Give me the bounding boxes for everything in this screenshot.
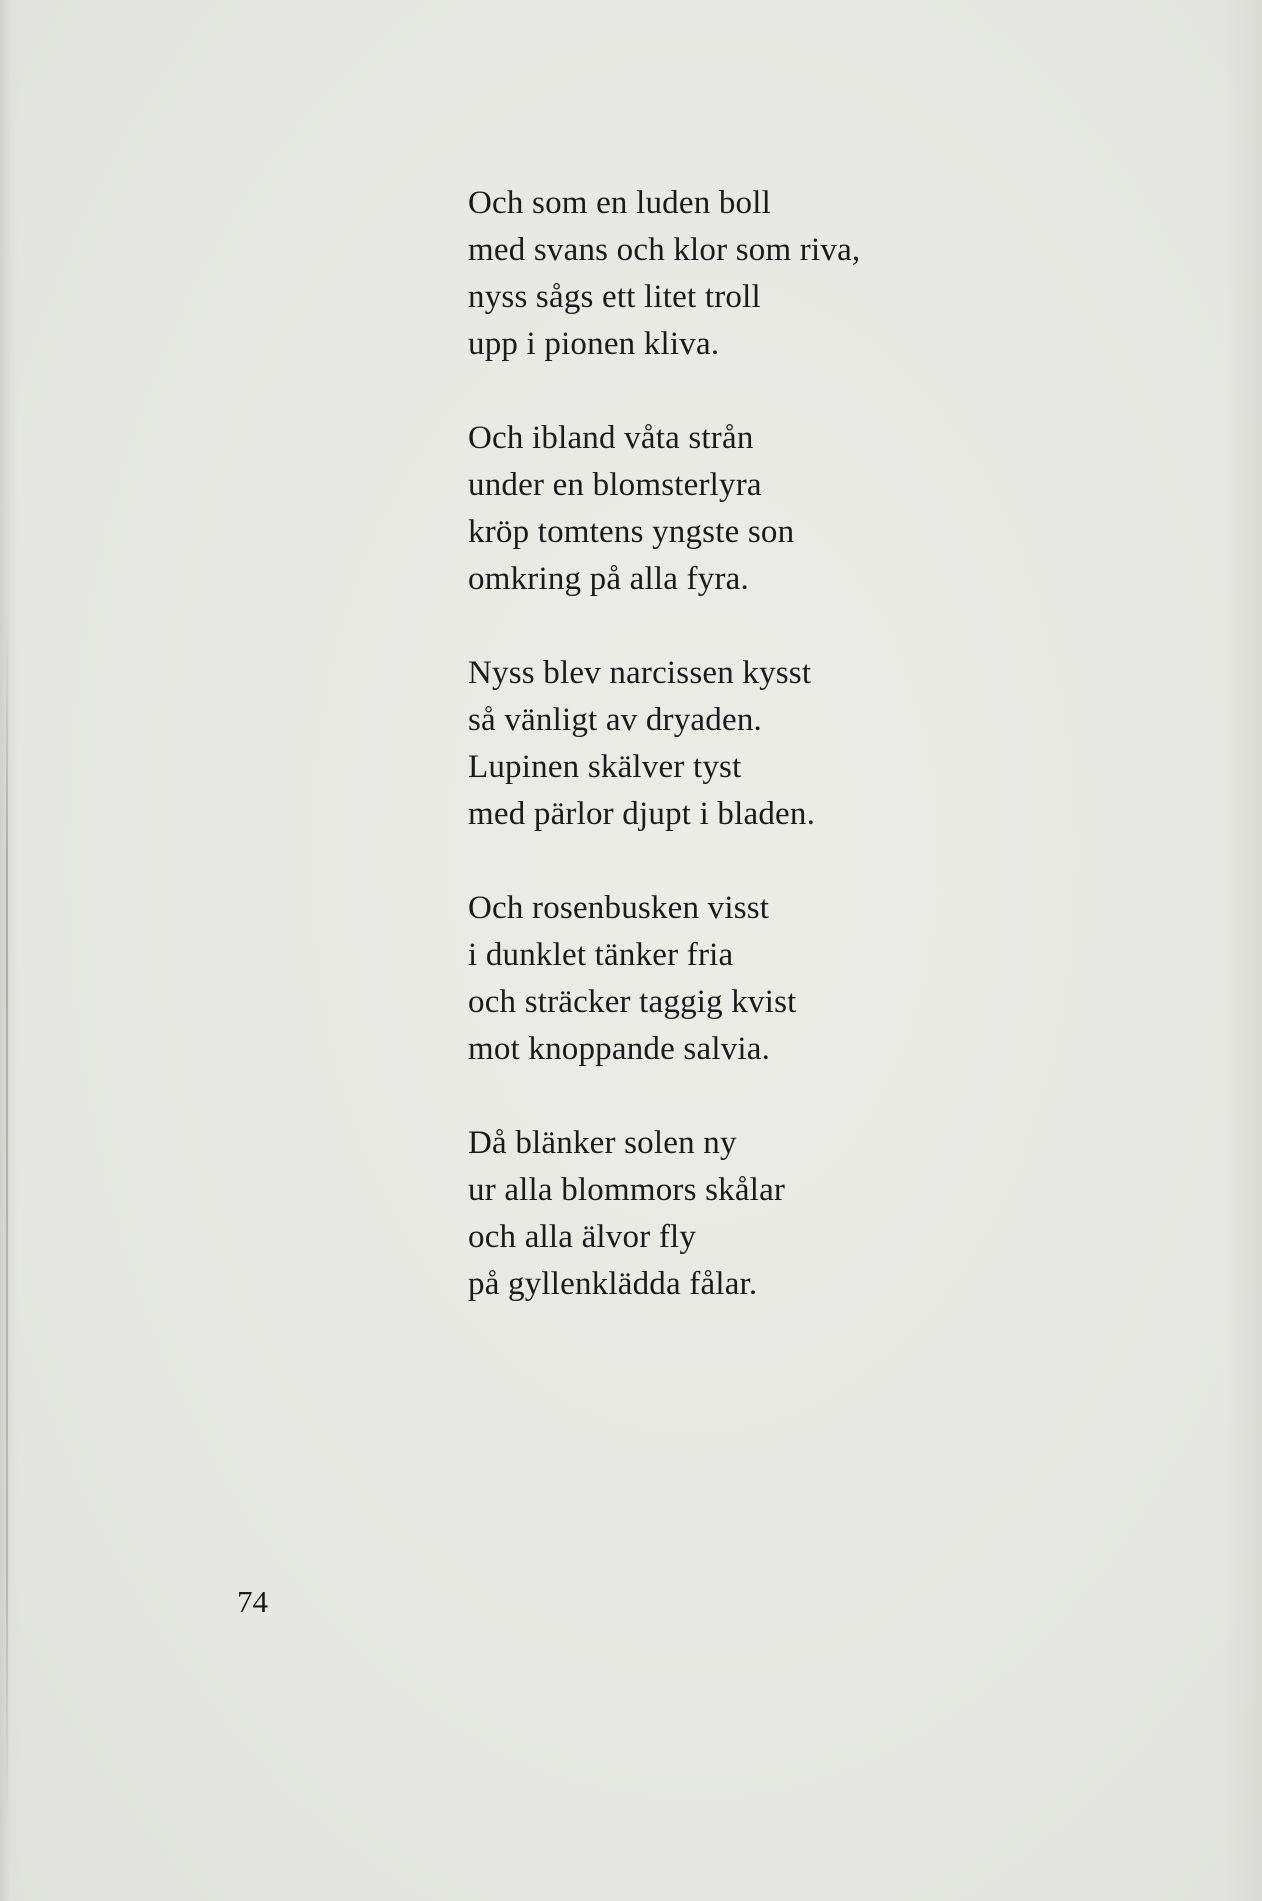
- poem-line: nyss sågs ett litet troll: [468, 279, 761, 315]
- poem-line: i dunklet tänker fria: [468, 937, 734, 973]
- poem-line: och alla älvor fly: [468, 1219, 697, 1255]
- poem-line: så vänligt av dryaden.: [468, 702, 762, 738]
- stanza-2: [468, 415, 1008, 603]
- poem-line: ur alla blommors skålar: [468, 1172, 786, 1208]
- poem-line: upp i pionen kliva.: [468, 326, 720, 362]
- poem-line: Då blänker solen ny: [468, 1125, 737, 1161]
- poem-line: Och ibland våta strån: [468, 420, 754, 456]
- poem-line: Och rosenbusken visst: [468, 890, 770, 926]
- poem-line: med svans och klor som riva,: [468, 232, 861, 268]
- poem-line: Och som en luden boll: [468, 185, 771, 221]
- poem-text: [468, 180, 1008, 1355]
- poem-line: under en blomsterlyra: [468, 467, 762, 503]
- poem-line: omkring på alla fyra.: [468, 561, 749, 597]
- page-edge-shade: [1222, 0, 1262, 1901]
- poem-line: Lupinen skälver tyst: [468, 749, 742, 785]
- poem-line: kröp tomtens yngste son: [468, 514, 795, 550]
- poem-line: med pärlor djupt i bladen.: [468, 796, 816, 832]
- poem-line: Nyss blev narcissen kysst: [468, 655, 812, 691]
- stanza-3: [468, 650, 1008, 838]
- stanza-4: [468, 885, 1008, 1073]
- poem-line: och sträcker taggig kvist: [468, 984, 797, 1020]
- binding-edge-line: [6, 620, 8, 1820]
- poem-line: mot knoppande salvia.: [468, 1031, 771, 1067]
- stanza-1: [468, 180, 1008, 368]
- binding-gutter: [0, 0, 18, 1901]
- poem-line: på gyllenklädda fålar.: [468, 1266, 758, 1302]
- stanza-5: [468, 1120, 1008, 1308]
- page-number: 74: [237, 1584, 268, 1619]
